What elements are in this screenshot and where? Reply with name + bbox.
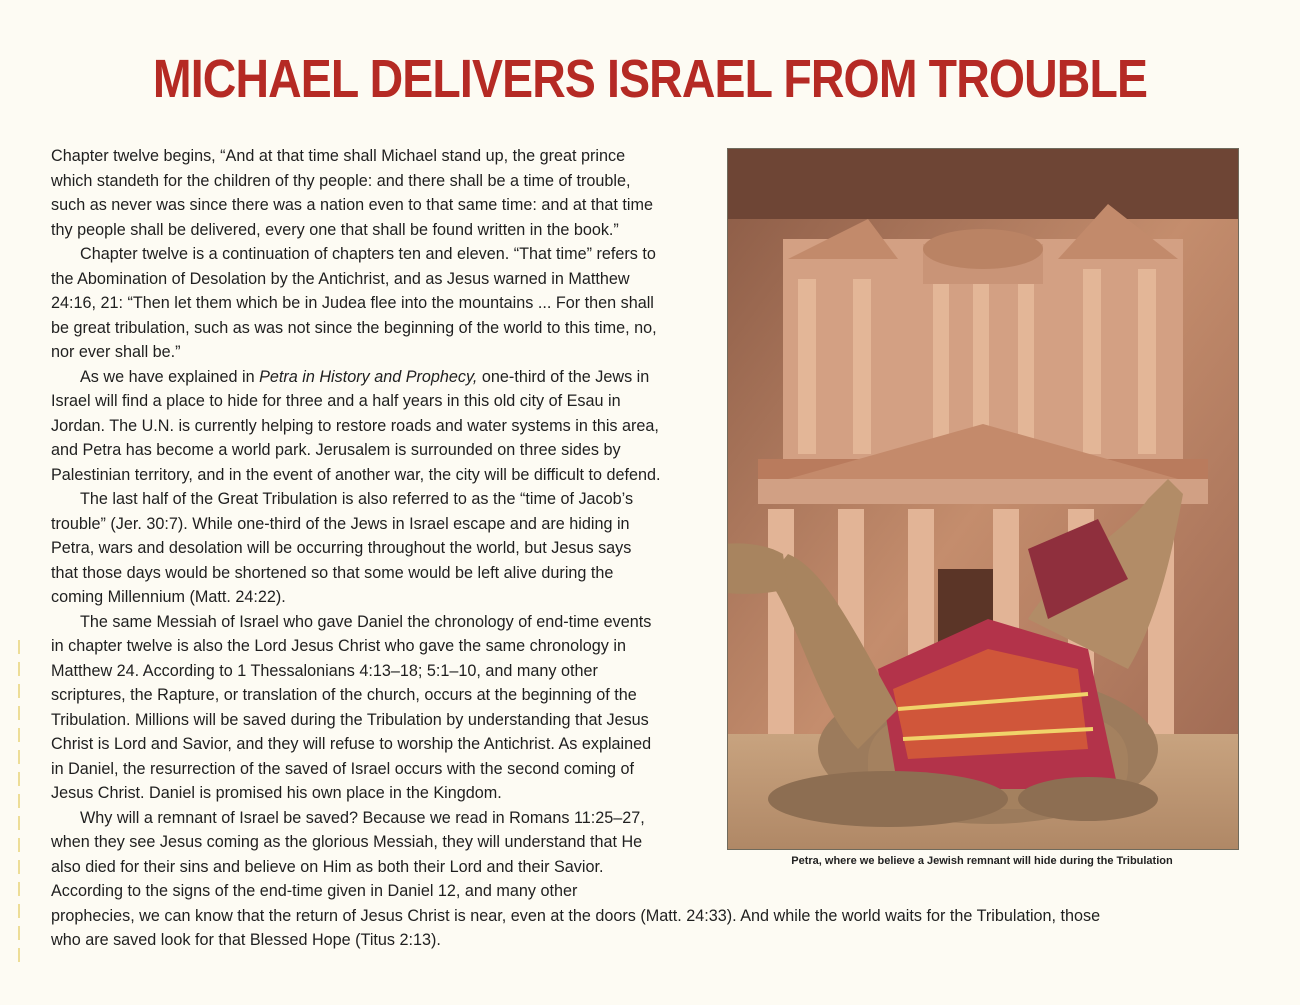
petra-photo: [727, 148, 1239, 850]
book-title: Petra in History and Prophecy,: [259, 367, 478, 386]
paragraph-3-after: one-third of the Jews in Israel will find a place to hide for three and a half years in this old city of Esau in Jordan. The U.N. is currently helping to restore roads and water systems in this area, and Petra has become a world park. Jerusalem is surrounded on three sides by Palestinian territory, and in the event of another war, the city will be difficult to defend.: [51, 367, 661, 484]
paragraph-2: Chapter twelve is a continuation of chapters ten and eleven. “That time” refers to the Abomination of Desolation by the Antichrist, and as Jesus warned in Matthew 24:16, 21: “Then let them which be in Judea flee into the mountains ... For then shall be great tribulation, such as was not since the beginning of the world to this time, no, nor ever shall be.”: [51, 245, 657, 361]
paragraph-5: The same Messiah of Israel who gave Daniel the chronology of end-time events in chapter twelve is also the Lord Jesus Christ who gave the same chronology in Matthew 24. According to 1 Thessalonians 4:13–18; 5:1–10, and many other scriptures, the Rapture, or translation of the church, occurs at the beginning of the Tribulation. Millions will be saved during the Tribulation by understanding that Jesus Christ is Lord and Savior, and they will refuse to worship the Antichrist. As explained in Daniel, the resurrection of the saved of Israel occurs with the second coming of Jesus Christ. Daniel is promised his own place in the Kingdom.: [51, 612, 652, 802]
paragraph-3-before: As we have explained in: [80, 367, 260, 386]
paragraph-1: Chapter twelve begins, “And at that time shall Michael stand up, the great prince which standeth for the children of thy people: and there shall be a time of trouble, such as never was since there was a nation even to that same time: and at that time thy people shall be delivered, every one that shall be found written in the book.”: [51, 147, 653, 239]
page-edge-decoration: [18, 640, 20, 970]
petra-treasury-camel-image: [728, 149, 1238, 849]
paragraph-4: The last half of the Great Tribulation is also referred to as the “time of Jacob’s trouble” (Jer. 30:7). While one-third of the Jews in Israel escape and are hiding in Petra, wars and desolation will be occurring throughout the world, but Jesus says that those days would be shortened so that some would be left alive during the coming Millennium (Matt. 24:22).: [51, 490, 634, 606]
page-title: MICHAEL DELIVERS ISRAEL FROM TROUBLE: [152, 49, 1148, 109]
photo-caption: Petra, where we believe a Jewish remnant will hide during the Tribulation: [791, 855, 1173, 867]
paragraph-6: Why will a remnant of Israel be saved? Because we read in Romans 11:25–27, when they see Jesus coming as the glorious Messiah, they will understand that He also died for their sins and believe on Him as both their Lord and their Savior. According to the signs of the end-time given in Daniel 12, and many other prophecies, we can know that the return of Jesus Christ is near, even at the doors (Matt. 24:33). And while the world waits for the Tribulation, those who are saved look for that Blessed Hope (Titus 2:13).: [51, 808, 1101, 949]
